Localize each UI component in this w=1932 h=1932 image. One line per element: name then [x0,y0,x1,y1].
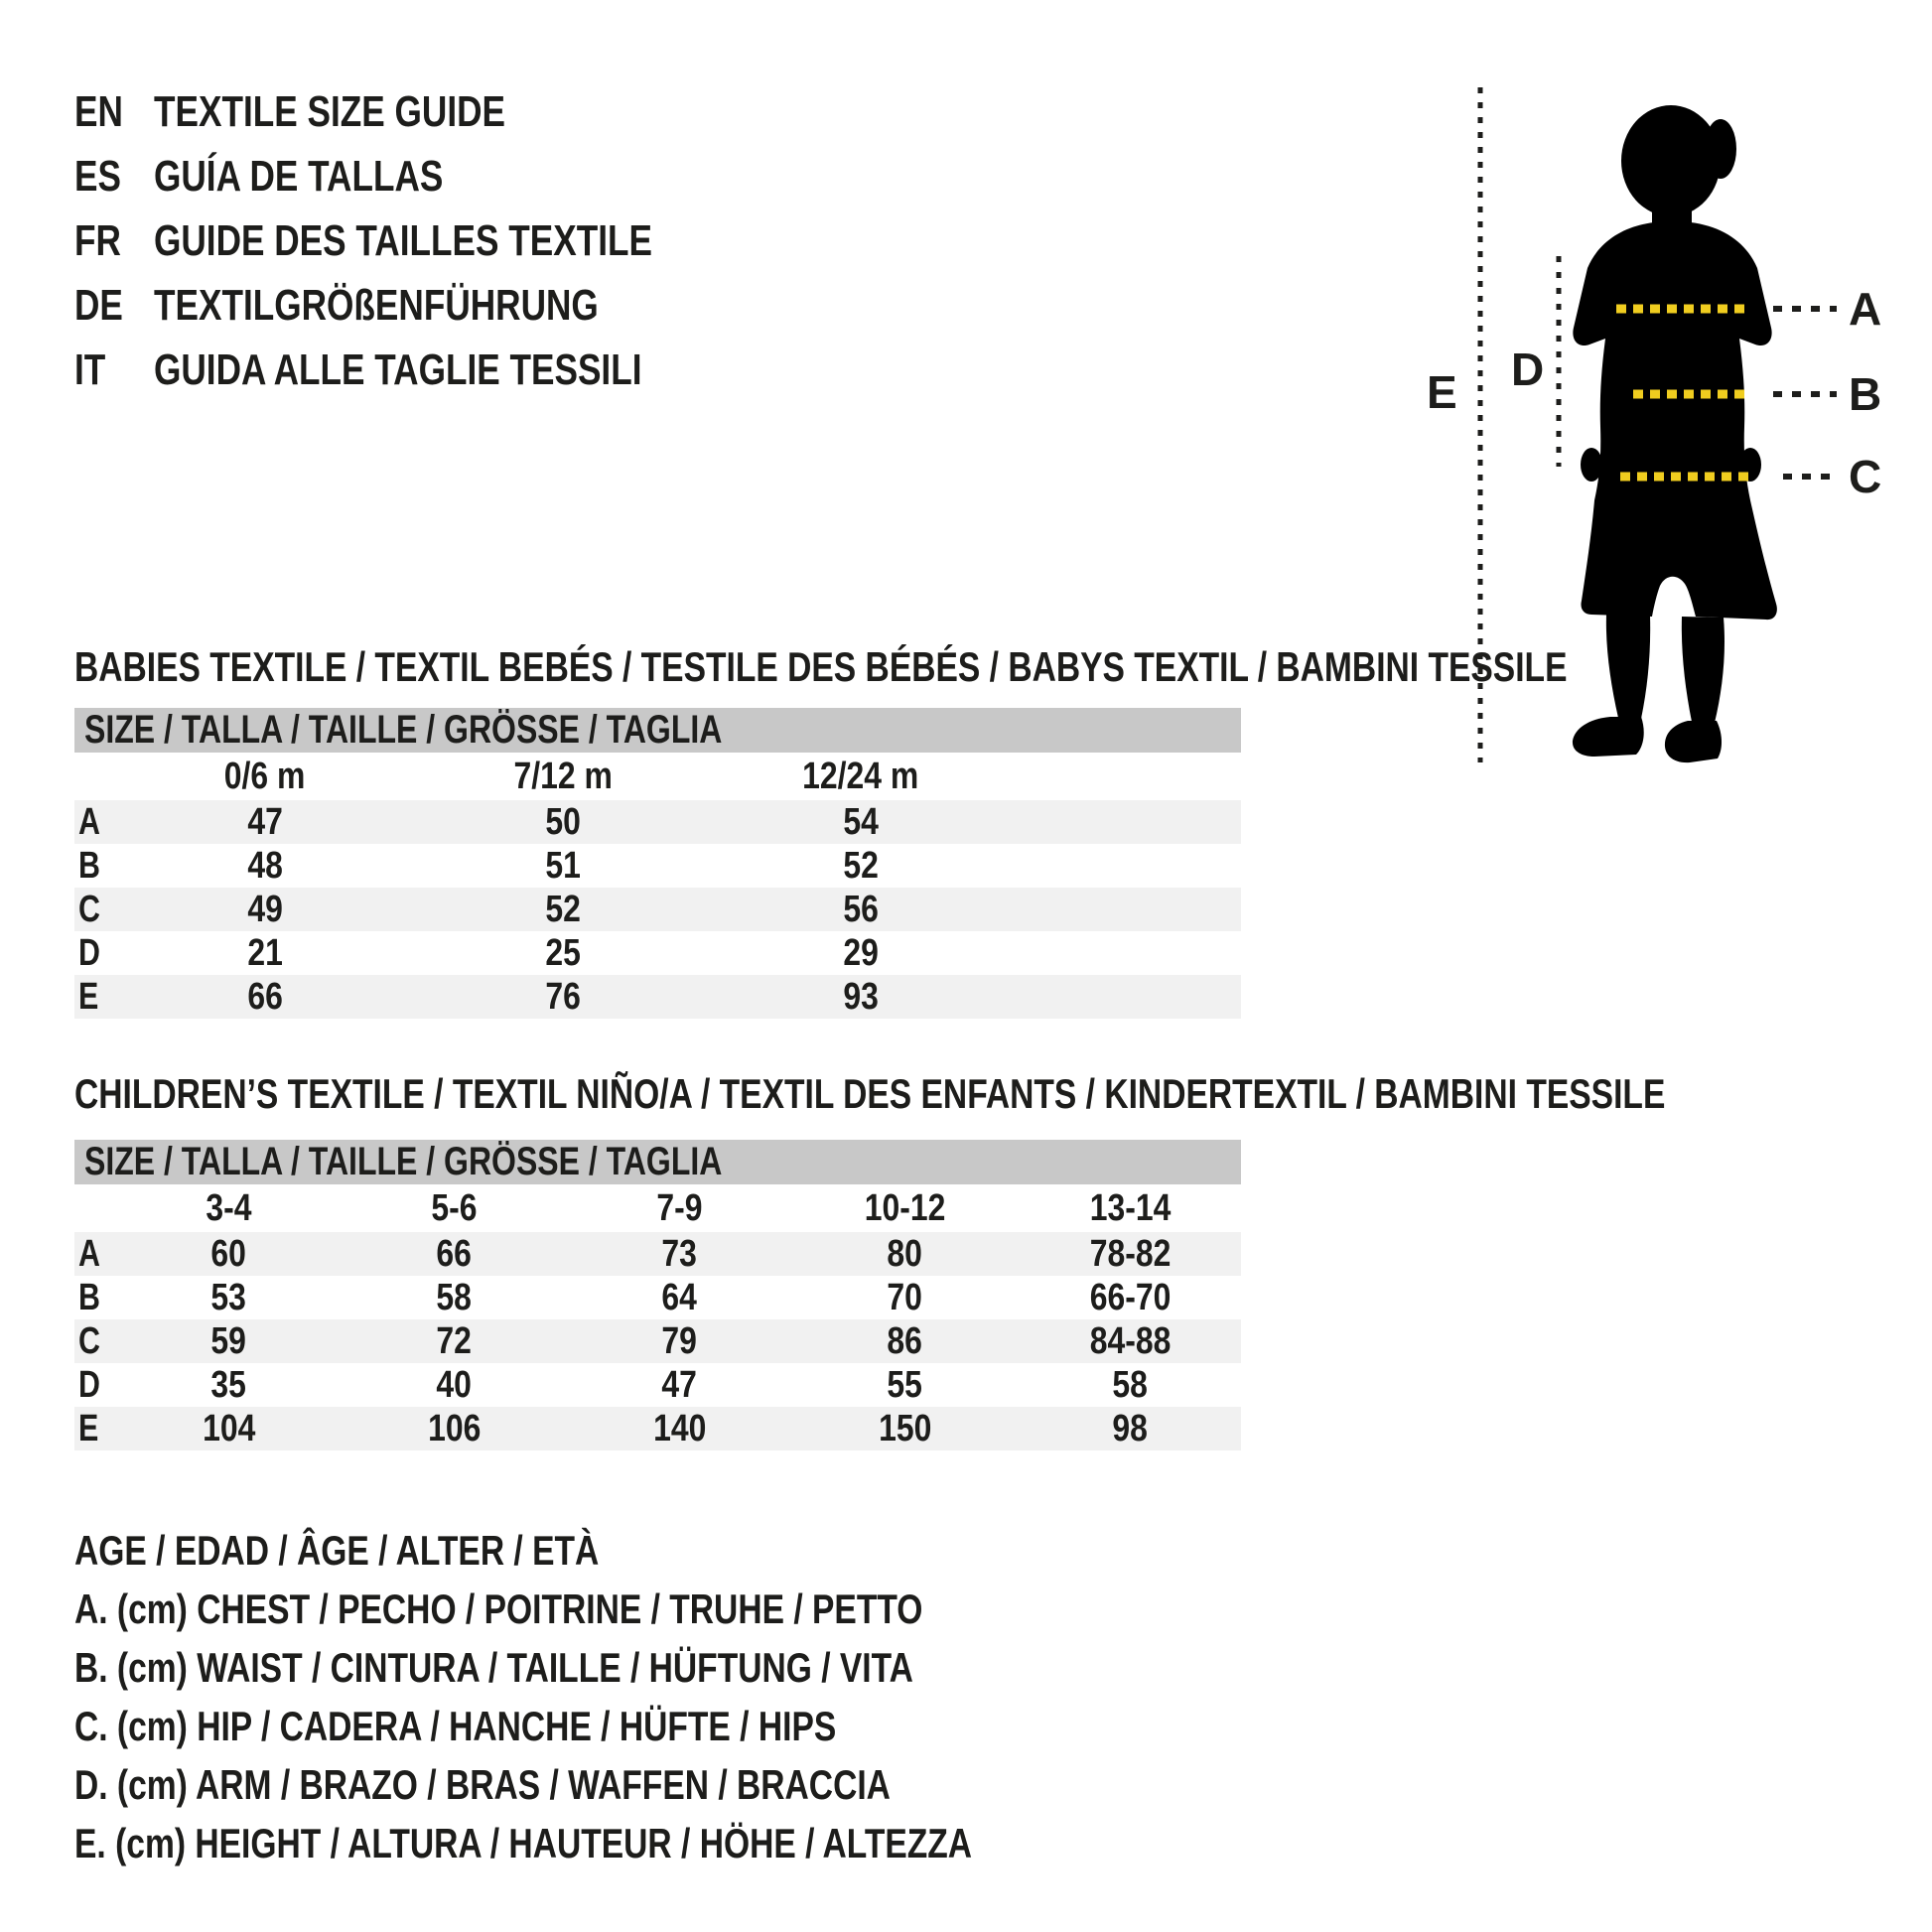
size-cell: 73 [661,1232,698,1275]
size-cell: 59 [210,1319,247,1362]
size-cell: 21 [247,931,283,974]
language-row-it [74,338,776,402]
language-title: GUIDE DES TAILLES TEXTILE [154,215,652,265]
size-cell: 80 [887,1232,923,1275]
size-cell: 29 [843,931,879,974]
silhouette-hair-tuft [1705,119,1736,179]
table-row [74,1319,1241,1363]
size-cell: 84-88 [1089,1319,1172,1362]
children-section-heading: CHILDREN’S TEXTILE / TEXTIL NIÑO/A / TEXTIL DES ENFANTS / KINDERTEXTIL / BAMBINI TESSILE [74,1070,1666,1117]
column-header: 7/12 m [513,755,613,797]
table-row [74,888,1241,931]
babies-section-heading: BABIES TEXTILE / TEXTIL BEBÉS / TESTILE DES BÉBÉS / BABYS TEXTIL / BAMBINI TESSILE [74,643,1568,690]
size-cell: 60 [210,1232,247,1275]
babies-size-header-bar: SIZE / TALLA / TAILLE / GRÖSSE / TAGLIA [74,708,1241,753]
column-header: 3-4 [206,1186,252,1229]
size-cell: 52 [545,888,581,930]
size-cell: 54 [843,800,879,843]
language-code: EN [74,86,123,136]
language-code: ES [74,151,121,201]
measurement-legend [74,1521,1196,1872]
figure-label-d: D [1511,344,1545,395]
table-row [74,975,1241,1019]
row-label: B [78,1276,100,1318]
table-row [74,1276,1241,1319]
size-cell: 51 [545,844,581,887]
legend-line-waist: B. (cm) WAIST / CINTURA / TAILLE / HÜFTUNG / VITA [74,1643,913,1691]
language-code: FR [74,215,121,265]
children-size-header-bar: SIZE / TALLA / TAILLE / GRÖSSE / TAGLIA [74,1140,1241,1184]
size-cell: 76 [545,975,581,1018]
size-cell: 150 [878,1407,932,1449]
row-label: B [78,844,100,887]
size-cell: 48 [247,844,283,887]
size-cell: 56 [843,888,879,930]
column-header: 13-14 [1089,1186,1172,1229]
language-title: GUIDA ALLE TAGLIE TESSILI [154,345,642,394]
language-title-list [74,79,776,402]
size-cell: 58 [436,1276,473,1318]
column-header: 7-9 [656,1186,703,1229]
size-cell: 104 [202,1407,256,1449]
column-header: 5-6 [431,1186,478,1229]
language-title: TEXTILE SIZE GUIDE [154,86,505,136]
row-label: A [78,1232,100,1275]
language-row-de [74,273,776,338]
legend-line-chest: A. (cm) CHEST / PECHO / POITRINE / TRUHE / PETTO [74,1585,923,1632]
table-row [74,931,1241,975]
table-row [74,1232,1241,1276]
column-header: 10-12 [864,1186,946,1229]
size-cell: 79 [661,1319,698,1362]
legend-line-hip: C. (cm) HIP / CADERA / HANCHE / HÜFTE / HIPS [74,1702,837,1749]
babies-column-headers [74,753,1241,800]
table-row [74,1363,1241,1407]
row-label: C [78,1319,100,1362]
size-cell: 66 [436,1232,473,1275]
size-cell: 52 [843,844,879,887]
silhouette-shoe-left [1573,717,1644,757]
size-cell: 25 [545,931,581,974]
row-label: A [78,800,100,843]
size-cell: 35 [210,1363,247,1406]
size-cell: 66-70 [1089,1276,1172,1318]
language-code: IT [74,345,106,394]
silhouette-hand-left [1581,448,1602,482]
silhouette-shoe-right [1665,721,1722,762]
size-cell: 86 [887,1319,923,1362]
language-row-es [74,144,776,208]
language-row-en [74,79,776,144]
figure-label-c: C [1849,451,1882,502]
babies-size-table [74,708,1241,1019]
size-cell: 40 [436,1363,473,1406]
size-cell: 49 [247,888,283,930]
row-label: E [78,1407,99,1449]
size-cell: 66 [247,975,283,1018]
children-column-headers [74,1184,1241,1232]
column-header: 12/24 m [802,755,919,797]
row-label: D [78,1363,100,1406]
table-row [74,844,1241,888]
size-cell: 55 [887,1363,923,1406]
silhouette-shorts [1581,500,1776,620]
size-cell: 106 [427,1407,482,1449]
size-cell: 53 [210,1276,247,1318]
size-cell: 98 [1112,1407,1149,1449]
size-cell: 64 [661,1276,698,1318]
size-cell: 50 [545,800,581,843]
figure-label-e: E [1427,366,1457,418]
legend-line-age: AGE / EDAD / ÂGE / ALTER / ETÀ [74,1526,600,1574]
legend-line-arm: D. (cm) ARM / BRAZO / BRAS / WAFFEN / BRACCIA [74,1760,891,1808]
legend-line-height: E. (cm) HEIGHT / ALTURA / HAUTEUR / HÖHE / ALTEZZA [74,1819,973,1866]
size-cell: 72 [436,1319,473,1362]
row-label: E [78,975,99,1018]
language-title: GUÍA DE TALLAS [154,151,444,201]
figure-label-a: A [1849,283,1882,335]
language-row-fr [74,208,776,273]
size-cell: 93 [843,975,879,1018]
table-row [74,1407,1241,1450]
language-title: TEXTILGRÖßENFÜHRUNG [154,280,599,330]
size-cell: 47 [247,800,283,843]
size-cell: 78-82 [1089,1232,1172,1275]
size-cell: 58 [1112,1363,1149,1406]
size-cell: 47 [661,1363,698,1406]
row-label: D [78,931,100,974]
children-size-table [74,1140,1241,1450]
language-code: DE [74,280,123,330]
row-label: C [78,888,100,930]
size-cell: 70 [887,1276,923,1318]
column-header: 0/6 m [224,755,306,797]
size-cell: 140 [652,1407,707,1449]
table-row [74,800,1241,844]
figure-label-b: B [1849,368,1882,420]
